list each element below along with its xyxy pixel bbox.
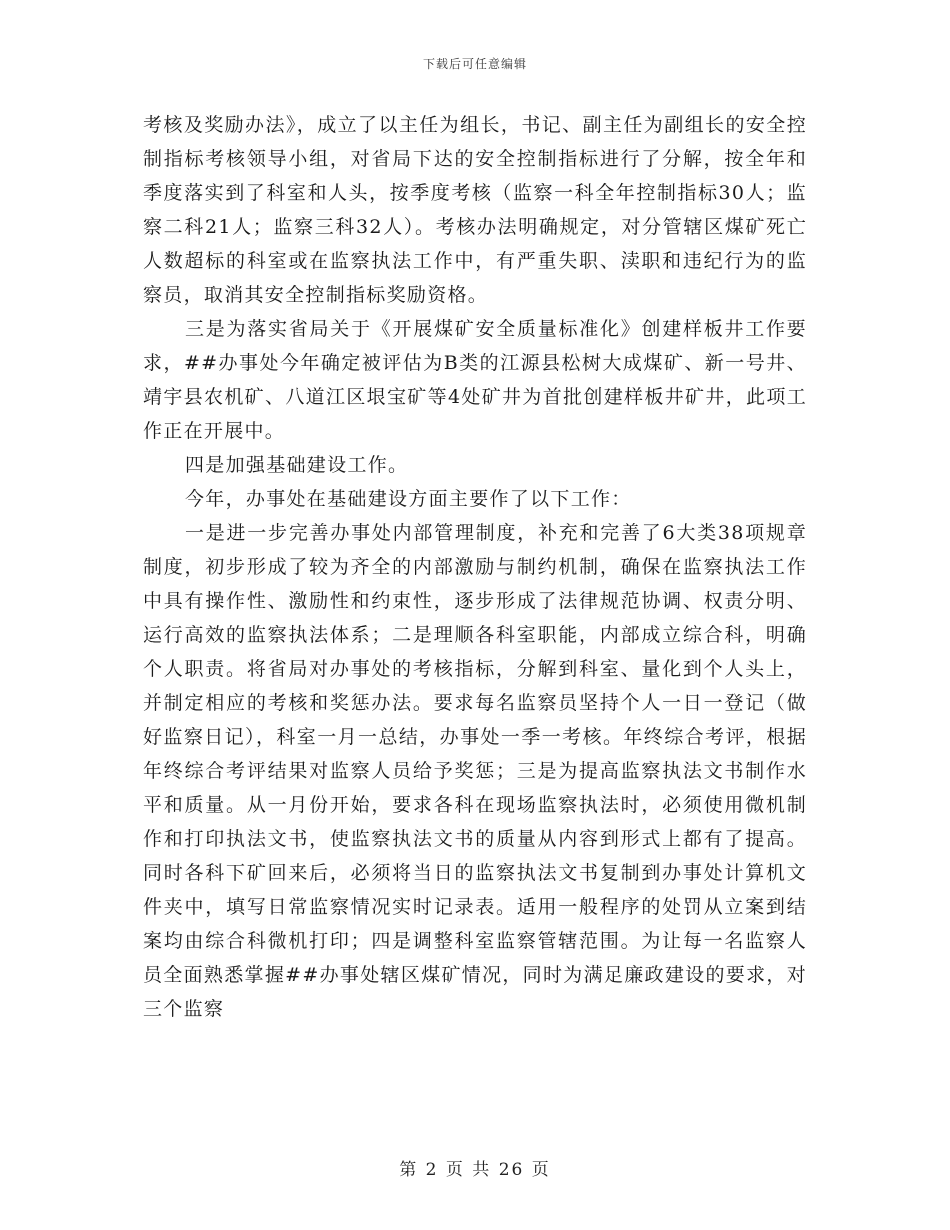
paragraph: 考核及奖励办法》，成立了以主任为组长，书记、副主任为副组长的安全控制指标考核领导小组，对省局下达的安全控制指标进行了分解，按全年和季度落实到了科室和人头，按季度考核（监察一科全年控制指标30人；监察二科21人；监察三科32人）。考核办法明确规定，对分管辖区煤矿死亡人数超标的科室或在监察执法工作中，有严重失职、渎职和违纪行为的监察员，取消其安全控制指标奖励资格。 [143, 114, 807, 306]
paragraph: 今年，办事处在基础建设方面主要作了以下工作： [185, 488, 632, 510]
paragraph: 一是进一步完善办事处内部管理制度，补充和完善了6大类38项规章制度，初步形成了较为齐全的内部激励与制约机制，确保在监察执法工作中具有操作性、激励性和约束性，逐步形成了法律规范协调、权责分明、运行高效的监察执法体系；二是理顺各科室职能，内部成立综合科，明确个人职责。将省局对办事处的考核指标，分解到科室、量化到个人头上，并制定相应的考核和奖惩办法。要求每名监察员坚持个人一日一登记（做好监察日记），科室一月一总结，办事处一季一考核。年终综合考评，根据年终综合考评结果对监察人员给予奖惩；三是为提高监察执法文书制作水平和质量。从一月份开始，要求各科在现场监察执法时，必须使用微机制作和打印执法文书，使监察执法文书的质量从内容到形式上都有了提高。同时各科下矿回来后，必须将当日的监察执法文书复制到办事处计算机文件夹中，填写日常监察情况实时记录表。适用一般程序的处罚从立案到结案均由综合科微机打印；四是调整科室监察管辖范围。为让每一名监察人员全面熟悉掌握##办事处辖区煤矿情况，同时为满足廉政建设的要求，对三个监察 [143, 522, 807, 1020]
page-number-footer: 第 2 页 共 26 页 [399, 1160, 551, 1180]
paragraph: 四是加强基础建设工作。 [185, 454, 409, 476]
paragraph: 三是为落实省局关于《开展煤矿安全质量标准化》创建样板井工作要求，##办事处今年确定被评估为B类的江源县松树大成煤矿、新一号井、靖宇县农机矿、八道江区垠宝矿等4处矿井为首批创建样板井矿井，此项工作正在开展中。 [143, 318, 807, 442]
document-body [143, 108, 807, 1026]
page-header: 下载后可任意编辑 [422, 57, 527, 71]
